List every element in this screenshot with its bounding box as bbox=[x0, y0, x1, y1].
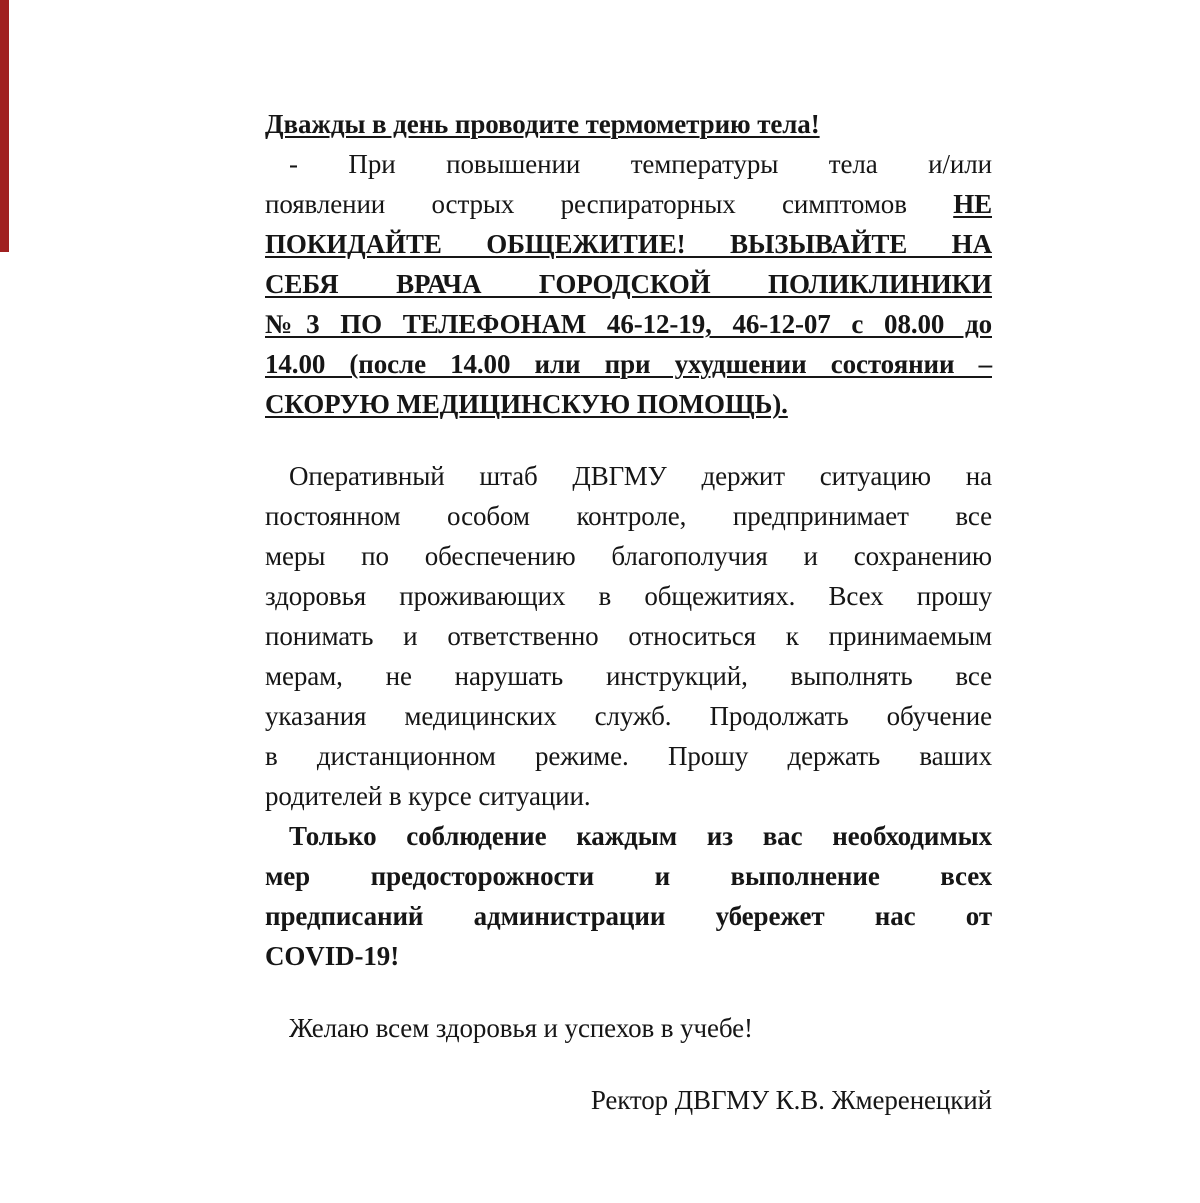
signature-line bbox=[265, 1080, 992, 1120]
text-line bbox=[265, 304, 992, 344]
spacer bbox=[265, 424, 992, 456]
text-line bbox=[265, 776, 992, 816]
text-segment: мерам, не нарушать инструкций, выполнять все bbox=[265, 661, 992, 691]
closing-line bbox=[265, 1008, 992, 1048]
text-line bbox=[265, 1080, 992, 1120]
emphasis-segment: Дважды в день проводите термометрию тела! bbox=[265, 109, 820, 139]
text-line bbox=[265, 536, 992, 576]
text-line bbox=[265, 104, 992, 144]
text-line bbox=[265, 224, 992, 264]
emphasis-segment: НЕ bbox=[953, 189, 992, 219]
emphasis-segment: №3 ПО ТЕЛЕФОНАМ 46-12-19, 46-12-07 с 08.00 до bbox=[265, 309, 992, 339]
spacer bbox=[265, 1048, 992, 1080]
emphasis-segment: СЕБЯ ВРАЧА ГОРОДСКОЙ ПОЛИКЛИНИКИ bbox=[265, 269, 992, 299]
emphasis-segment: ПОКИДАЙТЕ ОБЩЕЖИТИЕ! ВЫЗЫВАЙТЕ НА bbox=[265, 229, 992, 259]
text-line bbox=[265, 896, 992, 936]
text-line bbox=[265, 856, 992, 896]
text-segment: COVID-19! bbox=[265, 941, 400, 971]
text-line bbox=[265, 344, 992, 384]
alert-paragraph bbox=[265, 144, 992, 424]
text-segment: родителей в курсе ситуации. bbox=[265, 781, 591, 811]
text-line bbox=[265, 576, 992, 616]
text-line bbox=[265, 1008, 992, 1048]
conclusion-paragraph bbox=[265, 816, 992, 976]
text-segment: постоянном особом контроле, предпринимает все bbox=[265, 501, 992, 531]
text-segment: Только соблюдение каждым из вас необходимых bbox=[289, 821, 992, 851]
text-segment: указания медицинских служб. Продолжать обучение bbox=[265, 701, 992, 731]
text-line bbox=[265, 144, 992, 184]
text-line bbox=[265, 656, 992, 696]
document-title bbox=[265, 104, 992, 144]
text-line bbox=[265, 936, 992, 976]
text-segment: Оперативный штаб ДВГМУ держит ситуацию на bbox=[289, 461, 992, 491]
text-segment: - При повышении температуры тела и/или bbox=[289, 149, 992, 179]
text-segment: предписаний администрации убережет нас от bbox=[265, 901, 992, 931]
text-segment: Желаю всем здоровья и успехов в учебе! bbox=[289, 1013, 753, 1043]
emphasis-segment: СКОРУЮ МЕДИЦИНСКУЮ ПОМОЩЬ). bbox=[265, 389, 788, 419]
text-line bbox=[265, 184, 992, 224]
document-content bbox=[265, 104, 992, 1120]
text-segment: понимать и ответственно относиться к принимаемым bbox=[265, 621, 992, 651]
text-segment: мер предосторожности и выполнение всех bbox=[265, 861, 992, 891]
red-margin-strip bbox=[0, 0, 9, 252]
emphasis-segment: 14.00 (после 14.00 или при ухудшении состоянии – bbox=[265, 349, 992, 379]
text-line bbox=[265, 736, 992, 776]
text-segment: здоровья проживающих в общежитиях. Всех прошу bbox=[265, 581, 992, 611]
text-line bbox=[265, 456, 992, 496]
text-line bbox=[265, 384, 992, 424]
text-segment: появлении острых респираторных симптомов bbox=[265, 189, 954, 219]
text-segment: Ректор ДВГМУ К.В. Жмеренецкий bbox=[590, 1085, 992, 1115]
text-segment: в дистанционном режиме. Прошу держать ваших bbox=[265, 741, 992, 771]
spacer bbox=[265, 976, 992, 1008]
text-line bbox=[265, 264, 992, 304]
text-segment: меры по обеспечению благополучия и сохранению bbox=[265, 541, 992, 571]
text-line bbox=[265, 816, 992, 856]
text-line bbox=[265, 696, 992, 736]
text-line bbox=[265, 616, 992, 656]
text-line bbox=[265, 496, 992, 536]
staff-paragraph bbox=[265, 456, 992, 816]
